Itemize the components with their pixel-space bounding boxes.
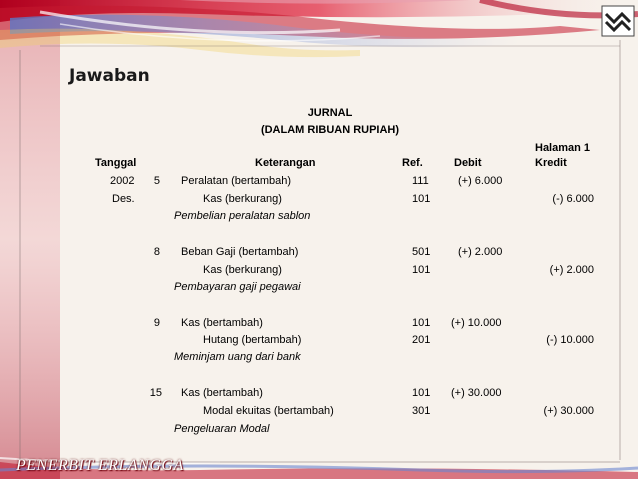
debit-account: Peralatan (bertambah) — [181, 175, 292, 187]
journal-subtitle: (DALAM RIBUAN RUPIAH) — [260, 124, 400, 136]
year-cell: 2002 — [110, 175, 135, 187]
credit-account: Hutang (bertambah) — [203, 334, 302, 346]
credit-account: Kas (berkurang) — [203, 193, 282, 205]
column-header-date: Tanggal — [95, 157, 137, 169]
debit-account: Kas (bertambah) — [181, 317, 263, 329]
debit-amount: (+) 6.000 — [458, 175, 503, 187]
entry-day: 9 — [153, 317, 160, 329]
credit-amount: (+) 2.000 — [549, 264, 594, 276]
debit-account: Beban Gaji (bertambah) — [181, 246, 299, 258]
journal-title: JURNAL — [307, 107, 353, 119]
credit-amount: (+) 30.000 — [543, 405, 594, 417]
debit-account: Kas (bertambah) — [181, 387, 263, 399]
month-cell: Des. — [112, 193, 135, 205]
page-title: Jawaban — [69, 66, 150, 86]
column-header-debit: Debit — [454, 157, 482, 169]
entry-memo: Meminjam uang dari bank — [174, 351, 301, 363]
column-header-credit: Kredit — [535, 157, 567, 169]
publisher-logo-icon — [600, 4, 636, 38]
debit-ref: 101 — [412, 387, 431, 399]
column-header-ref: Ref. — [402, 157, 423, 169]
page-label: Halaman 1 — [535, 142, 591, 154]
debit-ref: 501 — [412, 246, 431, 258]
publisher-footer: PENERBIT ERLANGGA — [16, 457, 184, 474]
debit-amount: (+) 30.000 — [451, 387, 502, 399]
credit-ref: 101 — [412, 264, 431, 276]
debit-ref: 111 — [412, 175, 429, 187]
entry-day: 5 — [153, 175, 160, 187]
debit-amount: (+) 2.000 — [458, 246, 503, 258]
entry-memo: Pembayaran gaji pegawai — [174, 281, 301, 293]
credit-amount: (-) 10.000 — [546, 334, 594, 346]
debit-amount: (+) 10.000 — [451, 317, 502, 329]
credit-ref: 101 — [412, 193, 431, 205]
credit-ref: 201 — [412, 334, 431, 346]
entry-memo: Pembelian peralatan sablon — [174, 210, 311, 222]
credit-amount: (-) 6.000 — [552, 193, 594, 205]
entry-day: 8 — [153, 246, 160, 258]
entry-memo: Pengeluaran Modal — [174, 423, 270, 435]
credit-account: Kas (berkurang) — [203, 264, 282, 276]
credit-account: Modal ekuitas (bertambah) — [203, 405, 334, 417]
entry-day: 15 — [149, 387, 162, 399]
debit-ref: 101 — [412, 317, 431, 329]
credit-ref: 301 — [412, 405, 431, 417]
column-header-description: Keterangan — [255, 157, 316, 169]
